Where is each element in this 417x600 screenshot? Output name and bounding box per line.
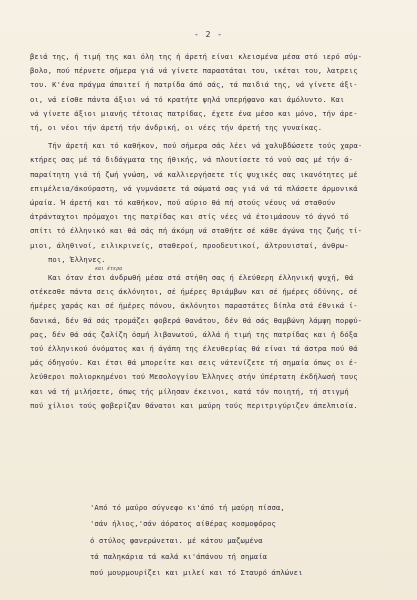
paragraph-2 [30,139,400,267]
text-line: τού έλληνικού όνόματος και ή άγάπη της έλευθερίας θά είναι τά άστρα πού θά [30,344,358,354]
text-line: στέκεσθε πάντα σεις άκλόνητοι, σέ ήμέρες θριάμβων και σέ ήμέρες όδύνης, σέ [30,287,358,297]
text-line: παραίτητη γιά τή ζωή γνώση, νά καλλιεργήσετε τίς ψυχικές σας ικανότητες μέ [30,169,358,179]
text-line: Τήν άρετή και τό καθήκον, πού σήμερα σάς λέει νά χαλυβδώσετε τούς χαρα- [48,141,363,151]
text-line: πού χίλιοι τούς φοβερίζαν θάνατοι και μαύρη τούς περιτριγύριζεν άπελπισία. [30,400,358,410]
text-line: νά γίνετε άξιοι μιανής τέτοιας πατρίδας, έχετε ένα μέσο και μόνο, τήν άρε- [30,108,358,118]
text-line: λεύθεροι πολιορκημένοι τού Μεσολογγίου Έλληνες στήν ύπέρτατη έκδήλωσή τους [30,372,358,382]
verse-line: τά παληκάρια τά καλά κι'άπάνου τή σημαία [90,551,268,561]
text-line: ώραία. Ή άρετή και τό καθήκον, πού αύριο θά πή στούς νέους νά σταθούν [30,198,336,208]
text-line: δανικά, δέν θά σάς τρομάζει φοβερά θανάτου, δέν θά σάς θαμβώνη λάμψη πορφύ- [30,315,363,325]
page-number: - 2 - [193,30,224,39]
text-line: άτράνταχτοι πρόμαχοι της πατρίδας και στίς νέες νά έτοιμάσουν τό άγνό τό [30,212,349,222]
text-line: επιμέλεια/άκούραστη, νά γυμνάσετε τά σώματά σας γιά νά τά πλάσετε άρμονικά [30,183,358,193]
handwritten-insertion: και έτερα [95,266,123,272]
text-line: του. Κ'ένα πράγμα άπαιτεί ή πατρίδα άπό σάς, τά παιδιά της, νά γίνετε άξι- [30,80,358,90]
verse-line: πού μουρμουρίζει και μιλεί και τό Σταυρό άπλώνει [90,568,303,578]
text-line: μιοι, άληθινοί, ειλικρινείς, σταθεροί, προοδευτικοί, άλτρουισταί, άνθρω- [30,240,349,250]
text-line: ποι, Έλληνες. [48,254,106,264]
text-line: τή, οι νέοι τήν άρετή τήν άνδρική, οι νέες τήν άρετή της γυναίκας. [30,123,323,133]
text-line: σπίτι τό έλληνικό και θά σάς πή άκόμη νά σταθήτε σέ κάθε άγώνα της ζωής τί- [30,226,363,236]
text-line: βολο, πού πέρνετε σήμερα γιά νά γίνετε παραστάται του, ικέται του, λατρεις [30,66,358,76]
verse-line: ό στύλος φανερώνεται. μέ κάτου μαζωμένα [90,535,263,545]
text-line: ρας, δέν θά σάς ζαλίζη όσμή λιβανωτού, άλλά ή τιμή της πατρίδας και ή δόξα [30,329,358,339]
paragraph-1 [30,50,400,135]
verse-line: 'σάν ήλιος,'σάν άόρατος αίθέρας κοσμοφόρος [90,519,276,529]
paragraph-3 [30,271,400,413]
text-line: κτήρες σας μέ τά διδάγματα της ήθικής, νά πλουτίσετε τό νού σας μέ τήν ά- [30,155,354,165]
text-line: μάς όδηγούν. Και έτσι θά μπορείτε και σεις νάτενίζετε τή σημαία όπως οι έ- [30,358,358,368]
verse-quotation [90,500,410,581]
text-line: βειά της, ή τιμή της και όλη της ή άρετή είναι κλεισμένα μέσα στό ιερό σύμ- [30,52,363,61]
document-body [30,50,400,413]
text-line: ήμέρες χαράς και σέ ήμέρες πόνου, άκλόνητοι παραστάτες δίπλα στά έθνικά ί- [30,301,358,311]
text-line: οι, νά είσθε πάντα άξιοι νά τό κρατήτε ψηλά υπερήφανο και άμόλυντο. Και [30,94,345,104]
text-line: και νά τή μιλήσετε, όπως τής μίλησαν έκεινοι, κατά τόν ποιητή, τή στιγμή [30,386,349,396]
text-line: Και όταν έτσι άνδρωθή μέσα στά στήθη σας ή έλεύθερη έλληνική ψυχή, θά [48,273,354,283]
verse-line: 'Από τό μαύρο σύγνεφο κι'άπό τή μαύρη πίσσα, [90,503,285,512]
